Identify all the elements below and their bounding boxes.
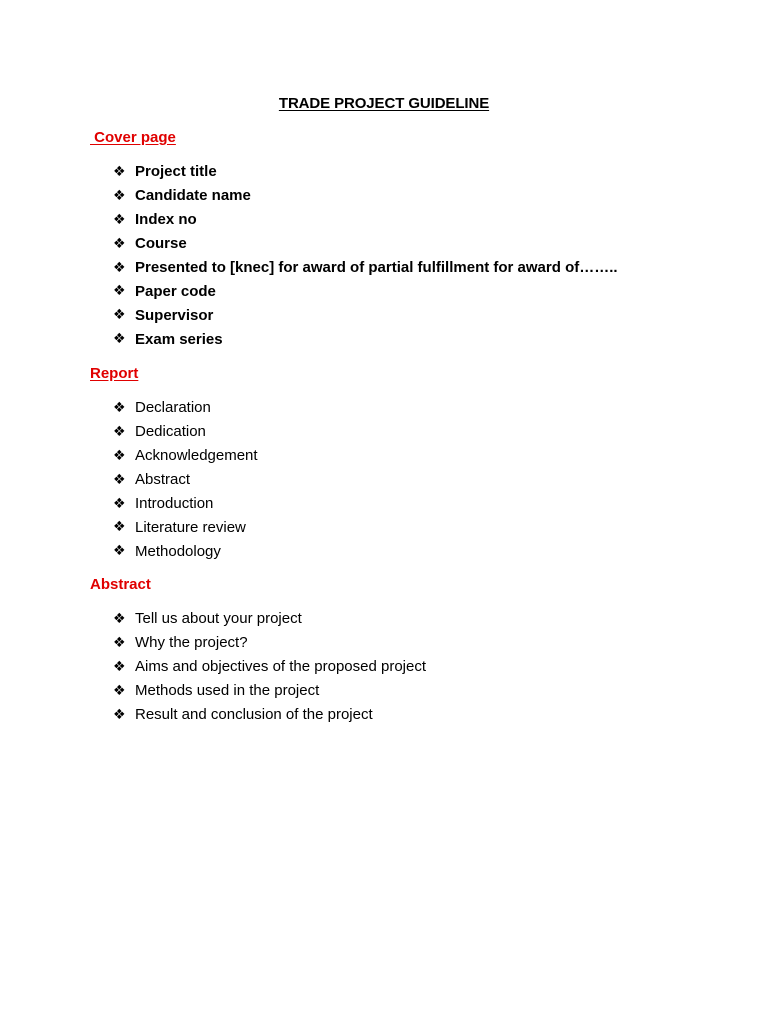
section-heading-report: Report: [90, 365, 139, 382]
list-item: ❖ Tell us about your project: [113, 610, 302, 628]
list-item: ❖ Methods used in the project: [113, 682, 320, 700]
document-title-text: TRADE PROJECT GUIDELINE: [278, 95, 490, 112]
diamond-bullet-icon: ❖: [113, 187, 126, 204]
diamond-bullet-icon: ❖: [113, 682, 126, 699]
section-heading-abstract: Abstract: [90, 576, 151, 593]
list-item: ❖ Exam series: [113, 330, 223, 348]
diamond-bullet-icon: ❖: [113, 519, 126, 536]
list-item: ❖ Introduction: [113, 495, 214, 512]
list-item: ❖ Literature review: [113, 518, 246, 536]
list-item: ❖ Course: [113, 235, 187, 253]
diamond-bullet-icon: ❖: [113, 634, 126, 651]
list-item: ❖ Result and conclusion of the project: [113, 706, 373, 723]
list-item: ❖ Dedication: [113, 423, 206, 441]
diamond-bullet-icon: ❖: [113, 658, 126, 675]
list-item: ❖ Acknowledgement: [113, 447, 258, 465]
list-item: ❖ Why the project?: [113, 634, 248, 652]
diamond-bullet-icon: ❖: [113, 495, 126, 512]
section-heading-cover-page: Cover page: [90, 129, 176, 146]
diamond-bullet-icon: ❖: [113, 259, 126, 276]
diamond-bullet-icon: ❖: [113, 543, 126, 560]
diamond-bullet-icon: ❖: [113, 307, 126, 324]
diamond-bullet-icon: ❖: [113, 331, 126, 348]
list-item: ❖ Candidate name: [113, 187, 251, 205]
diamond-bullet-icon: ❖: [113, 235, 126, 252]
diamond-bullet-icon: ❖: [113, 399, 126, 416]
list-item: ❖ Project title: [113, 163, 217, 181]
list-item: ❖ Declaration: [113, 399, 211, 417]
list-item: ❖ Paper code: [113, 282, 216, 300]
list-item: ❖ Presented to [knec] for award of partial fulfillment for award of……..: [113, 259, 618, 276]
diamond-bullet-icon: ❖: [113, 471, 126, 488]
diamond-bullet-icon: ❖: [113, 423, 126, 440]
diamond-bullet-icon: ❖: [113, 163, 126, 180]
abstract-list: [113, 607, 426, 726]
diamond-bullet-icon: ❖: [113, 706, 126, 723]
cover-page-list: [113, 160, 618, 351]
list-item: ❖ Index no: [113, 211, 197, 229]
report-list: [113, 396, 258, 563]
list-item: ❖ Abstract: [113, 471, 191, 489]
list-item: ❖ Aims and objectives of the proposed project: [113, 658, 426, 676]
diamond-bullet-icon: ❖: [113, 211, 126, 228]
list-item: ❖ Supervisor: [113, 306, 214, 324]
diamond-bullet-icon: ❖: [113, 283, 126, 300]
document-title: [0, 94, 768, 114]
diamond-bullet-icon: ❖: [113, 610, 126, 627]
diamond-bullet-icon: ❖: [113, 447, 126, 464]
list-item: ❖ Methodology: [113, 542, 221, 560]
